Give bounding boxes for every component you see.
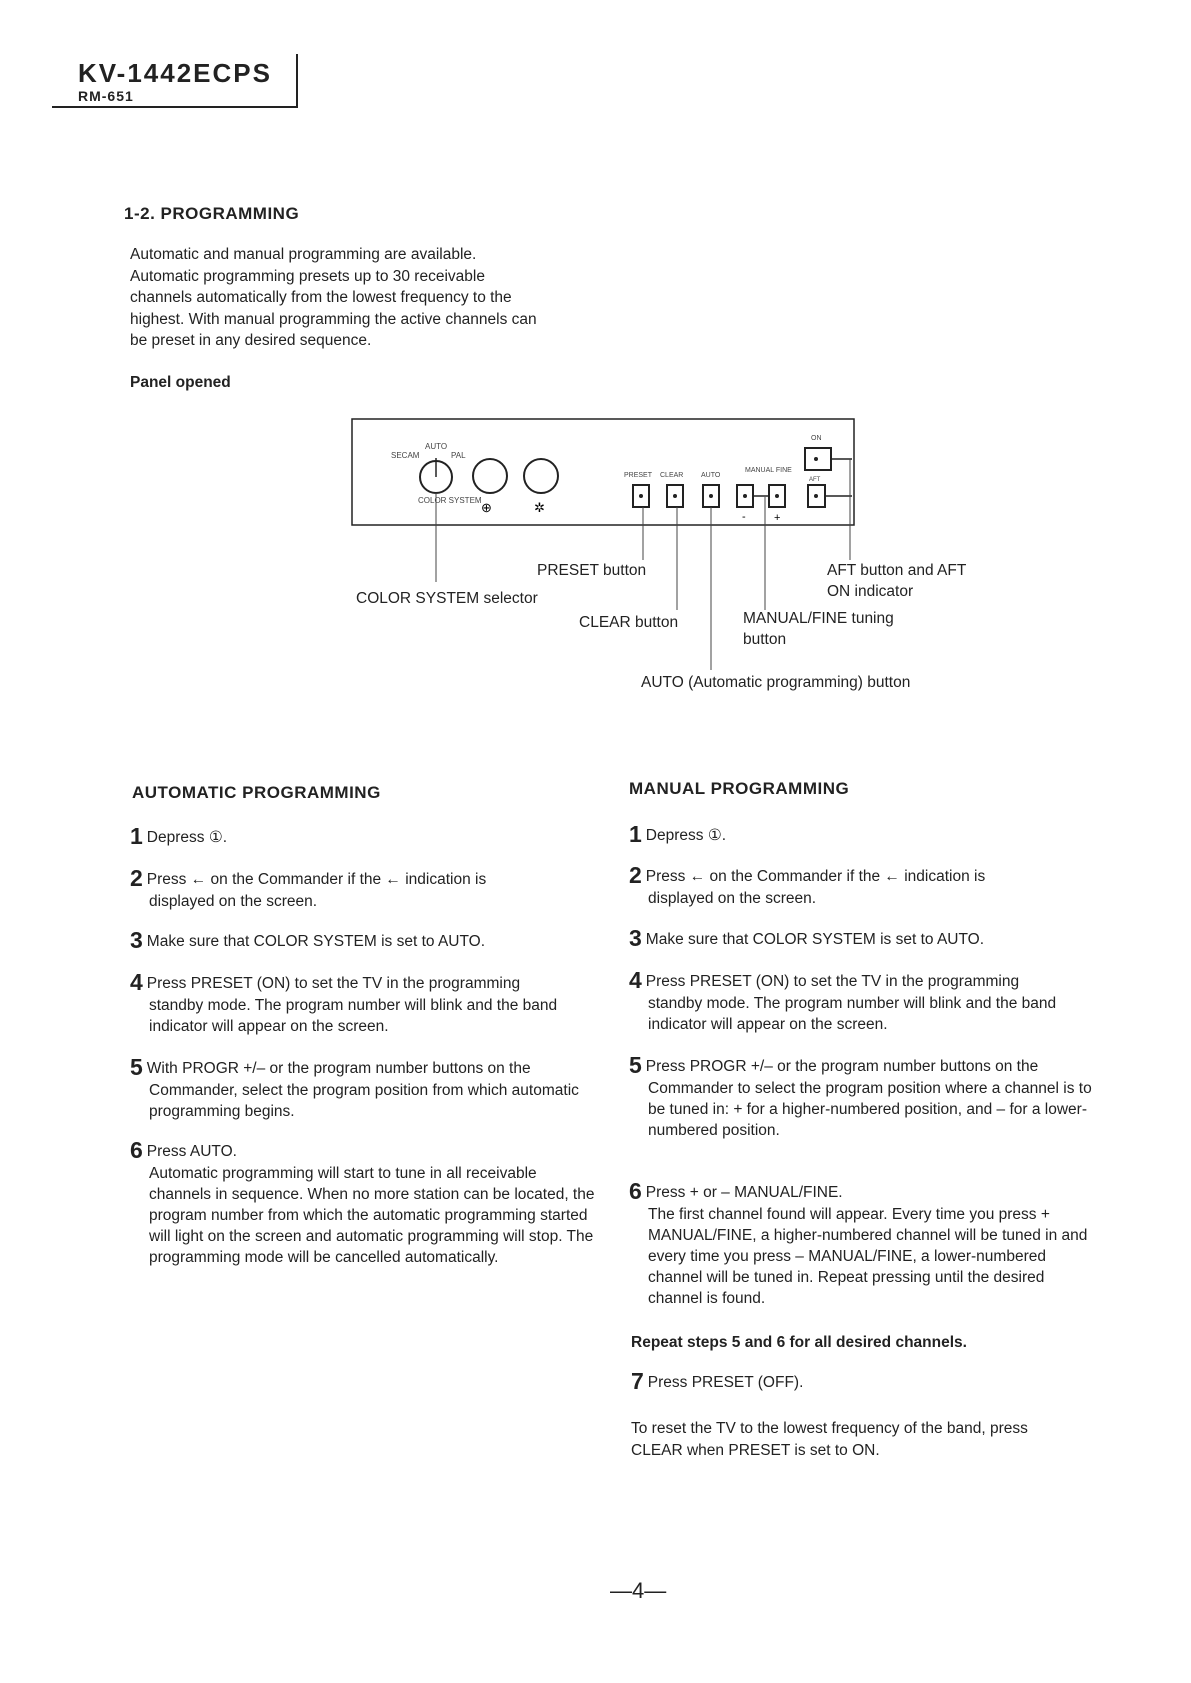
step-number: 4 <box>629 967 642 993</box>
on-small-label: ON <box>811 435 822 442</box>
step-text: Press AUTO. <box>146 1143 237 1160</box>
callout-preset: PRESET button <box>537 562 647 579</box>
volume-knob <box>473 459 507 493</box>
callout-manual-line: MANUAL/FINE tuning <box>743 610 894 627</box>
callout-color-system: COLOR SYSTEM selector <box>356 590 538 607</box>
step-number: 5 <box>629 1052 642 1078</box>
callout-auto: AUTO (Automatic programming) button <box>641 674 911 691</box>
step-text: Press ← on the Commander if the ← indication is <box>645 868 986 885</box>
reset-paragraph <box>631 1418 1111 1461</box>
step-text-continued: displayed on the screen. <box>648 890 817 907</box>
intro-line: Automatic and manual programming are available. <box>130 246 477 263</box>
step-number: 2 <box>130 865 143 891</box>
manual-step-2 <box>629 862 1099 909</box>
step-text: Press PRESET (ON) to set the TV in the programming <box>645 973 1020 990</box>
step-text: Press PRESET (ON) to set the TV in the programming <box>146 975 521 992</box>
callout-aft <box>827 560 966 602</box>
step-text-continued: Commander to select the program position where a channel is to be tuned in: + for a higher-numbered position, and – for a lower-numbered position. <box>648 1080 1092 1139</box>
auto-label: AUTO <box>425 442 448 451</box>
step-text: Make sure that COLOR SYSTEM is set to AUTO. <box>146 933 486 950</box>
step-number: 6 <box>629 1178 642 1204</box>
secam-label: SECAM <box>391 451 420 460</box>
intro-line: highest. With manual programming the active channels can <box>130 310 537 328</box>
clear-small-label: CLEAR <box>660 472 684 479</box>
auto-step-4 <box>130 969 610 1037</box>
intro-line: Automatic programming presets up to 30 receivable <box>130 267 485 285</box>
step-text-continued: standby mode. The program number will blink and the band indicator will appear on the screen. <box>149 997 558 1035</box>
step-number: 3 <box>629 925 642 951</box>
step-text-continued: Commander, select the program position from which automatic programming begins. <box>149 1082 579 1120</box>
reset-line: CLEAR when PRESET is set to ON. <box>631 1441 880 1459</box>
aft-small-label: AFT <box>809 477 821 483</box>
remote-model: RM-651 <box>78 88 134 104</box>
auto-step-1 <box>130 823 620 849</box>
step-number: 7 <box>631 1368 644 1394</box>
step-text: Press + or – MANUAL/FINE. <box>645 1184 843 1201</box>
brightness-symbol-icon: ✲ <box>534 500 545 515</box>
manual-step-5 <box>629 1052 1099 1141</box>
step-text-continued: The first channel found will appear. Every time you press + MANUAL/FINE, a higher-numbered channel will be tuned in and every time you press – MANUAL/FINE, a lower-numbered channel will be tuned in. Repeat pressing until the desired channel is found. <box>648 1206 1088 1307</box>
minus-symbol: - <box>742 511 746 523</box>
auto-step-2 <box>130 865 620 912</box>
section-title: 1-2. PROGRAMMING <box>124 204 300 223</box>
step-text: Press ← on the Commander if the ← indication is <box>146 871 487 888</box>
step-number: 5 <box>130 1054 143 1080</box>
reset-line: To reset the TV to the lowest frequency of the band, press <box>631 1420 1028 1437</box>
auto-step-6 <box>130 1137 600 1268</box>
manual-step-6 <box>629 1178 1099 1309</box>
model-number: KV-1442ECPS <box>78 58 272 88</box>
step-text: Make sure that COLOR SYSTEM is set to AUTO. <box>645 931 985 948</box>
manual-step-4 <box>629 967 1089 1035</box>
step-text: Press PROGR +/– or the program number buttons on the <box>645 1058 1039 1075</box>
manual-fine-small-label: MANUAL FINE <box>745 467 792 474</box>
step-text-continued: standby mode. The program number will blink and the band indicator will appear on the screen. <box>648 995 1057 1033</box>
callout-aft-line: ON indicator <box>827 583 914 600</box>
callout-aft-line: AFT button and AFT <box>827 562 967 579</box>
auto-step-5 <box>130 1054 610 1122</box>
preset-small-label: PRESET <box>624 472 653 479</box>
callout-clear: CLEAR button <box>579 614 679 631</box>
manual-step-7 <box>631 1368 1091 1394</box>
panel-diagram <box>0 0 1191 700</box>
automatic-programming-title: AUTOMATIC PROGRAMMING <box>132 783 381 802</box>
step-text: With PROGR +/– or the program number buttons on the <box>146 1060 531 1077</box>
intro-line: be preset in any desired sequence. <box>130 332 372 349</box>
power-symbol-icon: ⊕ <box>481 500 492 515</box>
step-text: Depress ①. <box>645 827 727 844</box>
step-text: Press PRESET (OFF). <box>647 1374 804 1391</box>
manual-step-1 <box>629 821 1099 847</box>
callout-manual-line: button <box>743 631 787 648</box>
manual-step-3 <box>629 925 1099 951</box>
plus-symbol: + <box>774 512 781 524</box>
step-text-continued: displayed on the screen. <box>149 893 318 910</box>
pal-label: PAL <box>451 451 466 460</box>
step-number: 1 <box>130 823 143 849</box>
auto-step-3 <box>130 927 620 953</box>
brightness-knob <box>524 459 558 493</box>
manual-programming-title: MANUAL PROGRAMMING <box>629 779 850 798</box>
page-number: —4— <box>610 1578 667 1603</box>
step-number: 6 <box>130 1137 143 1163</box>
panel-opened-label: Panel opened <box>130 374 231 391</box>
step-number: 1 <box>629 821 642 847</box>
step-text: Depress ①. <box>146 829 228 846</box>
step-number: 3 <box>130 927 143 953</box>
auto-small-label: AUTO <box>701 472 721 479</box>
step-number: 2 <box>629 862 642 888</box>
repeat-note: Repeat steps 5 and 6 for all desired channels. <box>631 1334 967 1351</box>
step-text-continued: Automatic programming will start to tune in all receivable channels in sequence. When no more station can be located, the program number from which the automatic programming started will light on the screen and automatic programming will stop. The programming mode will be cancelled automatically. <box>149 1165 595 1266</box>
callout-manual-fine <box>743 608 894 650</box>
step-number: 4 <box>130 969 143 995</box>
color-system-label: COLOR SYSTEM <box>418 496 482 505</box>
intro-line: channels automatically from the lowest frequency to the <box>130 289 512 306</box>
